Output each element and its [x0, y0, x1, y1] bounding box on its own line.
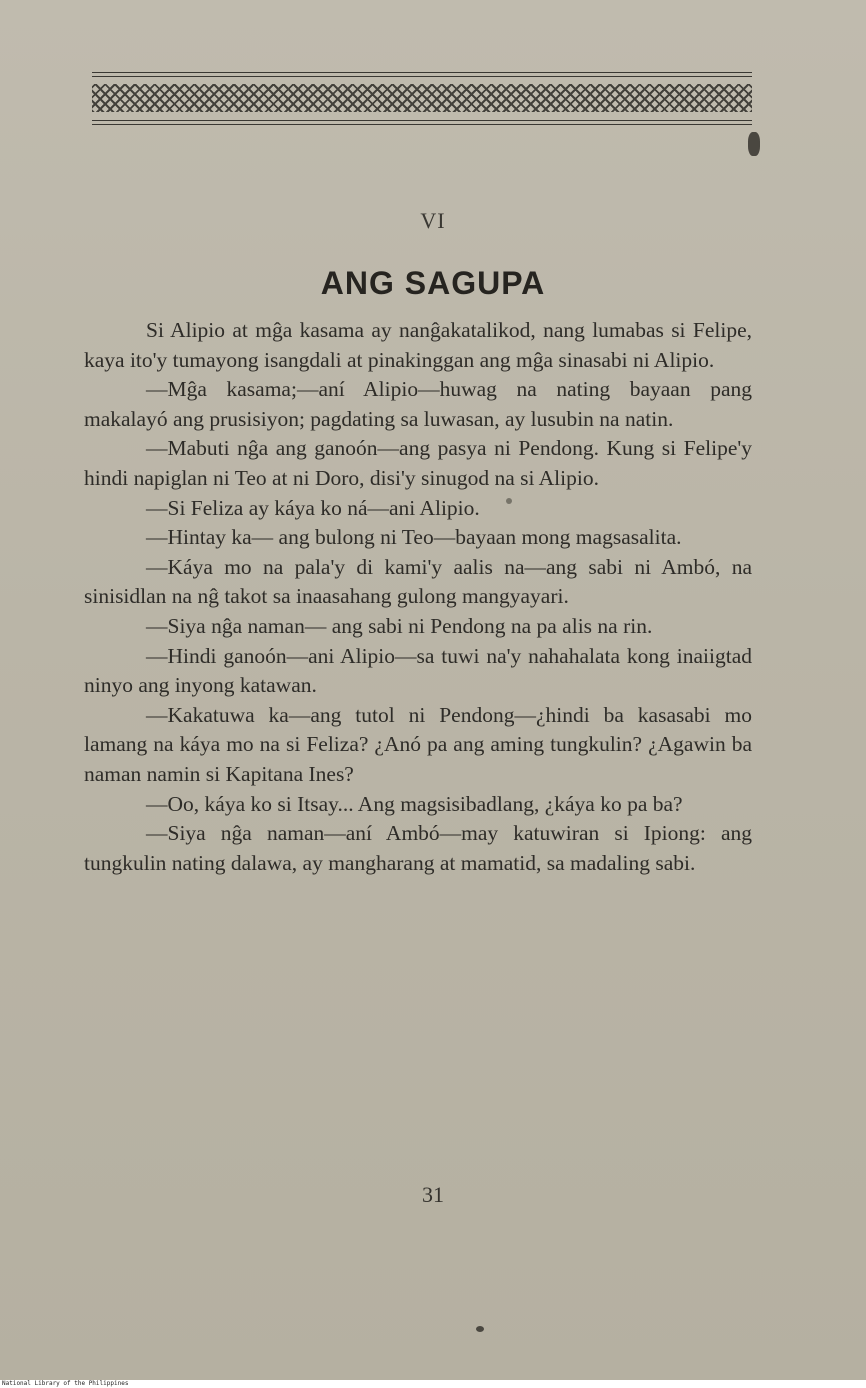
decorative-header-border	[92, 70, 752, 128]
paper-speck	[506, 498, 512, 504]
footer-credit: National Library of the Philippines	[2, 1380, 129, 1387]
page-number: 31	[422, 1182, 444, 1207]
paragraph: —Kakatuwa ka—ang tutol ni Pendong—¿hindi ba kasasabi mo lamang na káya mo na si Feliza? ¿Anó pa ang aming tungkulin? ¿Agawin ba naman namin si Kapitana Ines?	[84, 702, 752, 786]
paragraph: —Si Feliza ay káya ko ná—ani Alipio.	[146, 495, 480, 520]
chapter-title: ANG SAGUPA	[320, 265, 546, 301]
paragraph: —Oo, káya ko si Itsay... Ang magsisibadlang, ¿káya ko pa ba?	[146, 791, 683, 816]
bottom-rule-inner	[92, 120, 752, 121]
bottom-rule	[92, 124, 752, 125]
paragraph: —Káya mo na pala'y di kami'y aalis na—ang sabi ni Ambó, na sinisidlan na nĝ takot sa inaasahang gulong mangyayari.	[84, 554, 752, 609]
top-rule	[92, 72, 752, 73]
paragraph: —Mabuti nĝa ang ganoón—ang pasya ni Pendong. Kung si Felipe'y hindi napiglan ni Teo at ni Doro, disi'y sinugod na si Alipio.	[84, 436, 752, 490]
paragraph: —Hindi ganoón—ani Alipio—sa tuwi na'y nahahalata kong inaiigtad ninyo ang inyong katawan.	[84, 643, 752, 698]
chapter-numeral: VI	[420, 208, 446, 233]
paper-speck	[476, 1326, 484, 1332]
footer-bar	[0, 1380, 866, 1388]
top-rule-inner	[92, 76, 752, 77]
paragraph: Si Alipio at mĝa kasama ay nanĝakatalikod, nang lumabas si Felipe, kaya ito'y tumayong isangdali at pinakinggan ang mĝa sinasabi ni Alipio.	[84, 318, 752, 372]
body-text	[84, 316, 752, 878]
paper-stain	[748, 132, 760, 156]
paragraph: —Mĝa kasama;—aní Alipio—huwag na nating bayaan pang makalayó ang prusisiyon; pagdating sa luwasan, ay lusubin na natin.	[84, 377, 752, 431]
paragraph: —Siya nĝa naman— ang sabi ni Pendong na pa alis na rin.	[146, 613, 653, 638]
ornamental-band	[92, 84, 752, 112]
paragraph: —Siya nĝa naman—aní Ambó—may katuwiran si Ipiong: ang tungkulin nating dalawa, ay mangharang at mamatid, sa madaling sabi.	[84, 821, 752, 875]
paragraph: —Hintay ka— ang bulong ni Teo—bayaan mong magsasalita.	[146, 525, 682, 550]
